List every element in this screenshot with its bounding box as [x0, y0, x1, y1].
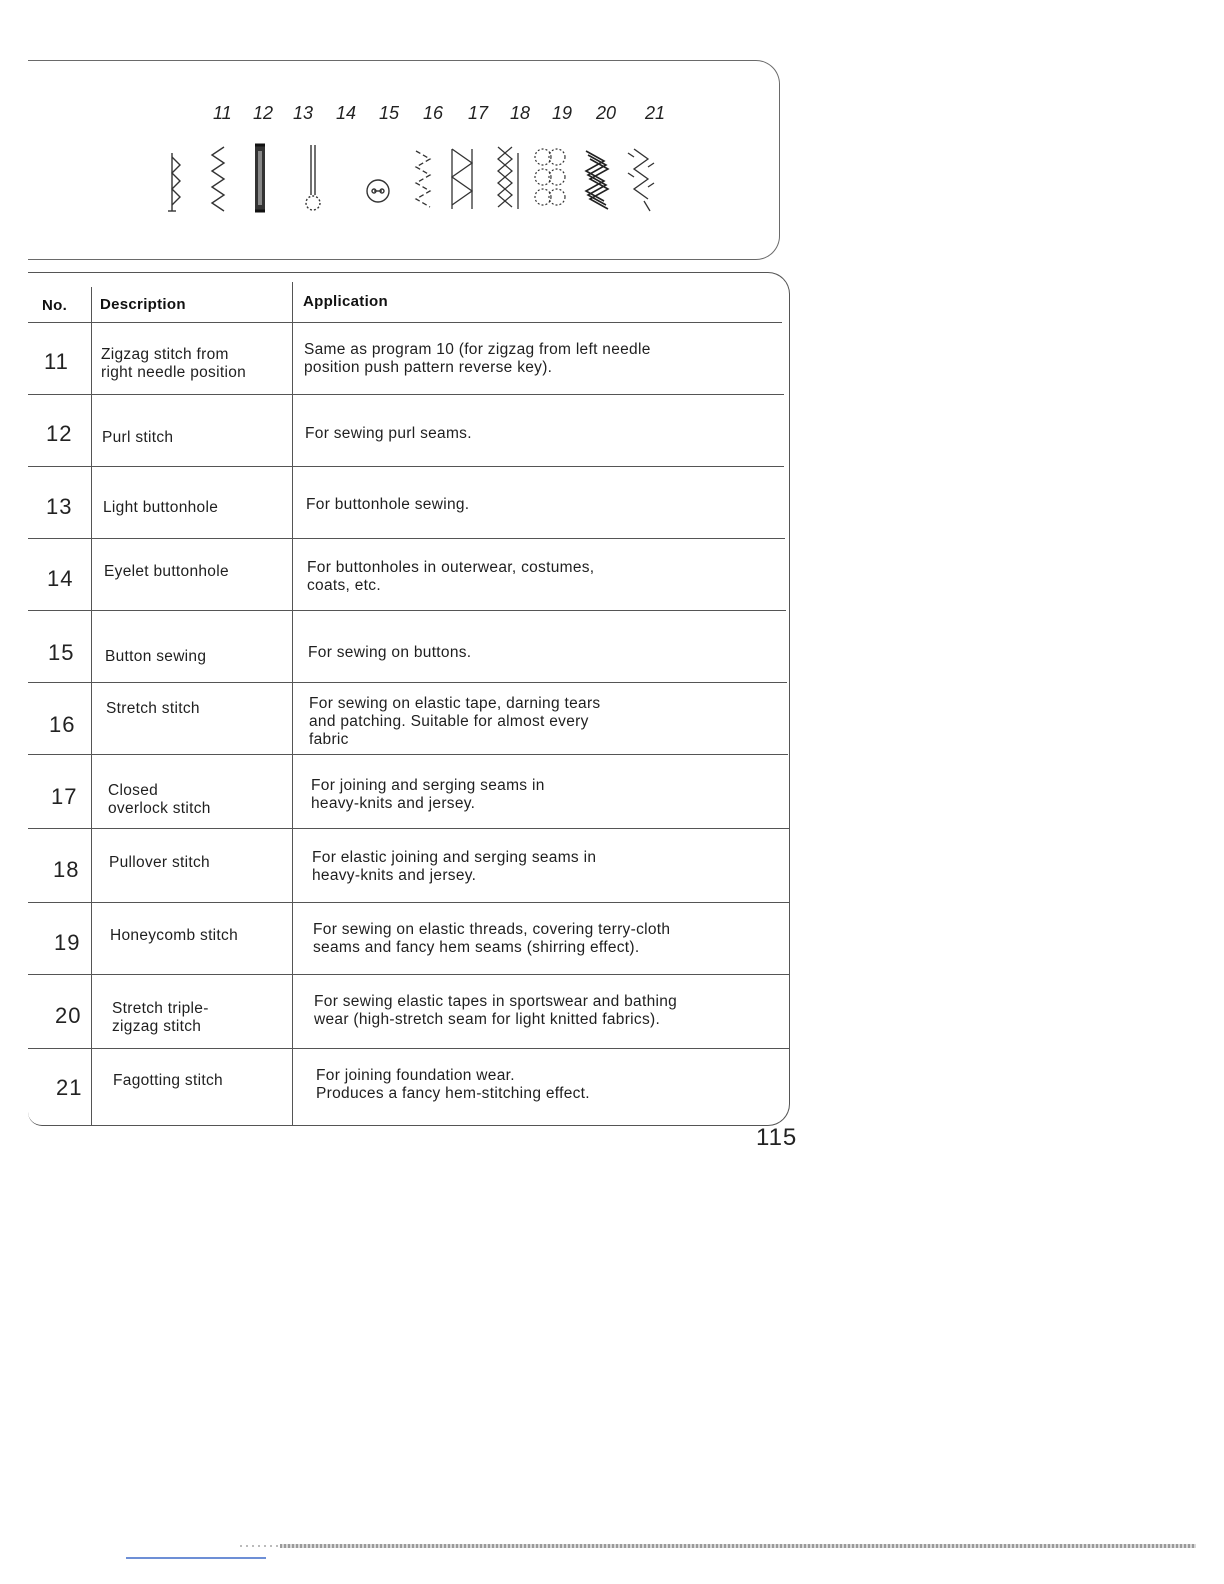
row-application: For elastic joining and serging seams in heavy-knits and jersey.: [312, 849, 597, 884]
header-application: Application: [303, 293, 388, 310]
row-application: For sewing on buttons.: [308, 644, 472, 661]
row-separator: [28, 538, 785, 539]
row-description: Stretch stitch: [106, 700, 200, 717]
purl-stitch-icon: [212, 147, 224, 211]
stitch-number: 13: [293, 103, 314, 123]
row-application: For sewing on elastic tape, darning tears and patching. Suitable for almost every fabric: [309, 695, 601, 748]
column-separator: [91, 287, 92, 1126]
row-application: For joining and serging seams in heavy-knits and jersey.: [311, 777, 545, 812]
row-description: Pullover stitch: [109, 854, 210, 871]
stitch-number: 15: [379, 103, 400, 123]
row-description: Zigzag stitch from right needle position: [101, 346, 247, 381]
row-separator: [28, 902, 790, 903]
footer-rule: [280, 1544, 1196, 1548]
stitch-number: 14: [336, 103, 357, 123]
honeycomb-stitch-icon: [535, 149, 565, 205]
row-separator: [28, 754, 788, 755]
stitch-number: 20: [596, 103, 617, 123]
row-separator: [28, 974, 790, 975]
header-no: No.: [42, 297, 68, 314]
page-number: 115: [756, 1124, 798, 1151]
row-description: Honeycomb stitch: [110, 927, 238, 944]
row-application: For sewing elastic tapes in sportswear and bathing wear (high-stretch seam for light knitted fabrics).: [314, 993, 678, 1028]
row-number: 16: [49, 712, 76, 737]
light-buttonhole-icon: [255, 145, 265, 211]
row-description: Stretch triple- zigzag stitch: [112, 1000, 209, 1035]
stretch-stitch-icon: [416, 151, 430, 207]
stitch-number: 11: [213, 103, 232, 123]
fagotting-stitch-icon: [628, 149, 654, 211]
footer-blue-line: [126, 1557, 266, 1559]
row-description: Fagotting stitch: [113, 1072, 223, 1089]
pullover-stitch-icon: [498, 147, 518, 209]
row-number: 15: [48, 640, 75, 665]
stitch-number: 12: [253, 103, 274, 123]
row-separator: [28, 682, 787, 683]
stitch-overview-panel: [28, 60, 780, 260]
row-description: Eyelet buttonhole: [104, 563, 229, 580]
stitch-number: 19: [552, 103, 573, 123]
button-sewing-icon: [367, 180, 389, 202]
footer-dots: [240, 1545, 280, 1547]
row-separator: [28, 1048, 790, 1049]
stitch-number: 16: [423, 103, 444, 123]
row-number: 12: [46, 421, 73, 446]
row-application: Same as program 10 (for zigzag from left needle position push pattern reverse key).: [304, 341, 651, 376]
row-application: For joining foundation wear. Produces a fancy hem-stitching effect.: [316, 1067, 590, 1102]
stitch-number: 17: [468, 103, 489, 123]
row-application: For sewing on elastic threads, covering terry-cloth seams and fancy hem seams (shirring effect).: [313, 921, 671, 956]
row-separator: [28, 828, 789, 829]
row-separator: [28, 466, 784, 467]
stitch-number: 21: [645, 103, 666, 123]
stitch-number: 18: [510, 103, 531, 123]
stitch-pattern-icons: [158, 139, 658, 217]
row-number: 13: [46, 494, 73, 519]
triple-zigzag-icon: [586, 151, 608, 209]
header-description: Description: [100, 296, 186, 313]
row-description: Light buttonhole: [103, 499, 219, 516]
column-separator: [292, 282, 293, 1126]
row-application: For buttonholes in outerwear, costumes, coats, etc.: [307, 559, 595, 594]
row-description: Closed overlock stitch: [108, 782, 211, 817]
closed-overlock-icon: [452, 149, 472, 209]
row-number: 17: [51, 784, 78, 809]
row-description: Purl stitch: [102, 429, 174, 446]
row-description: Button sewing: [105, 648, 207, 665]
row-application: For sewing purl seams.: [305, 425, 472, 442]
row-application: For buttonhole sewing.: [306, 496, 470, 513]
row-separator: [28, 394, 784, 395]
row-number: 20: [55, 1003, 82, 1028]
row-number: 14: [47, 566, 74, 591]
row-number: 21: [56, 1075, 83, 1100]
eyelet-buttonhole-icon: [306, 145, 320, 210]
stitch-number-row: [183, 103, 683, 131]
row-separator: [28, 610, 786, 611]
zigzag-right-icon: [168, 153, 180, 211]
row-number: 19: [54, 930, 81, 955]
header-separator: [28, 322, 782, 323]
row-number: 11: [44, 349, 69, 374]
row-number: 18: [53, 857, 80, 882]
